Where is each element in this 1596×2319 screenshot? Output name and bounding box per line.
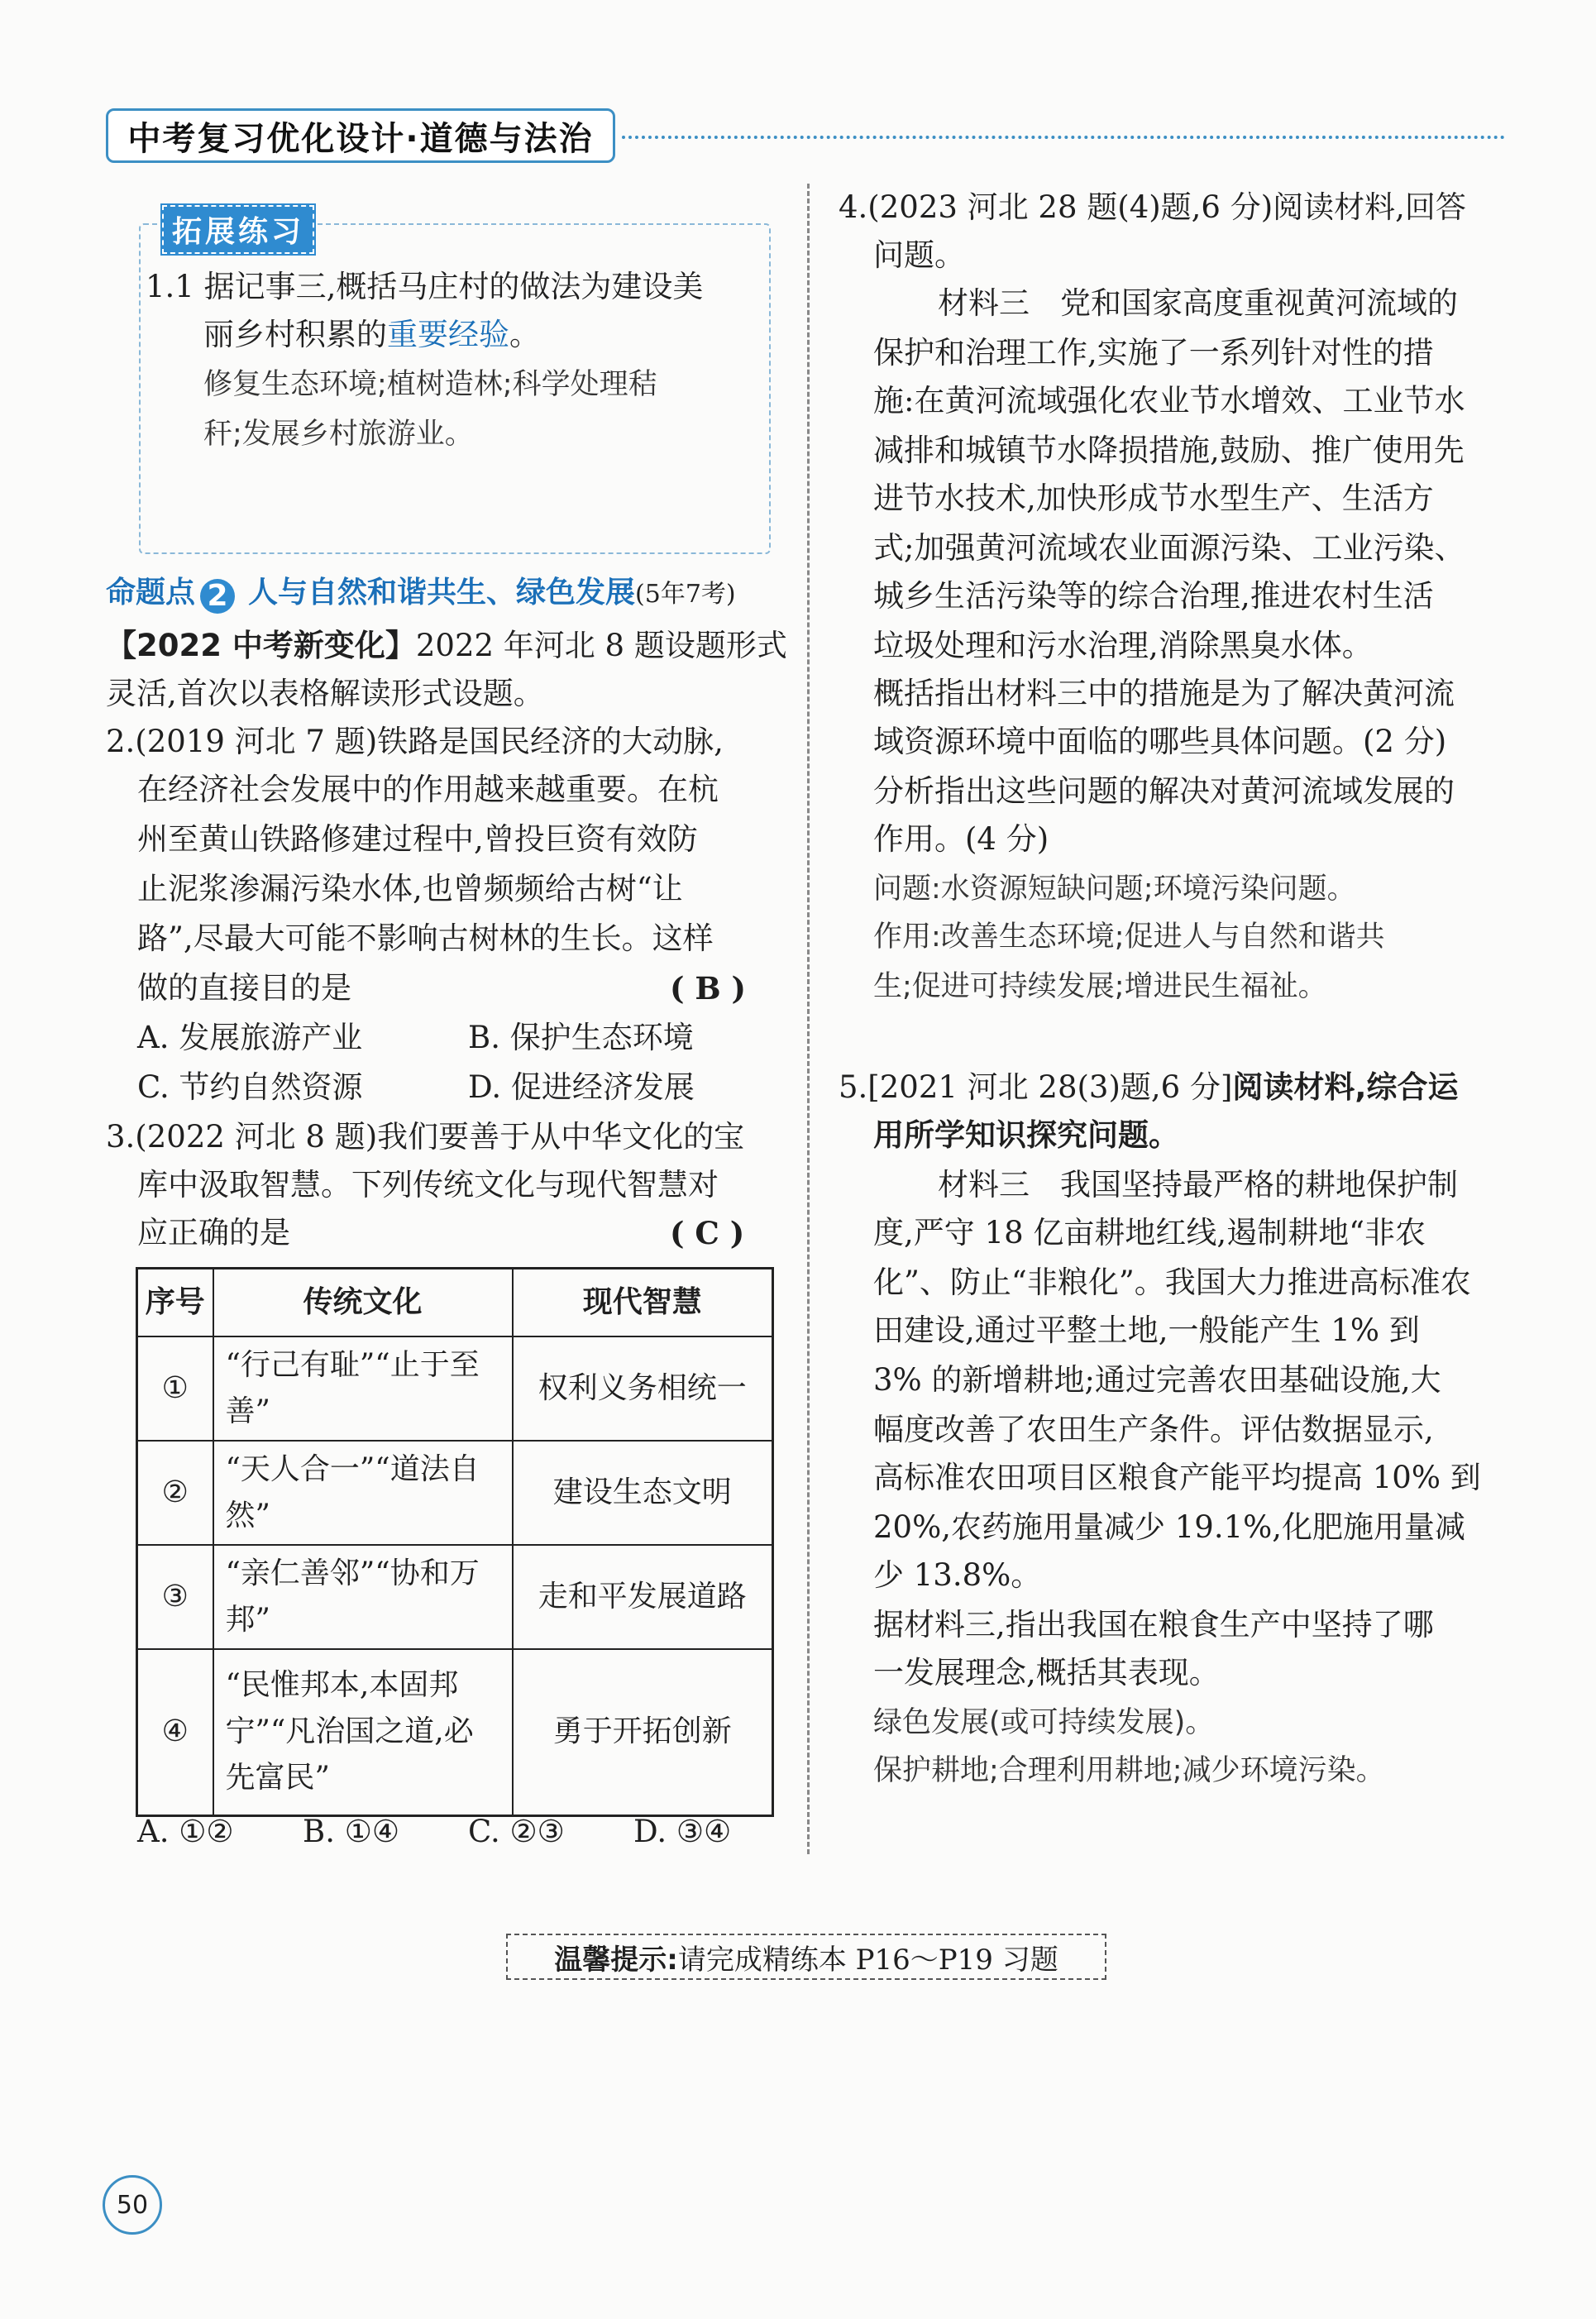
q3-option: B. ①④ bbox=[303, 1814, 400, 1849]
table-header-row bbox=[137, 1269, 773, 1336]
q2-line: 路”,尽最大可能不影响古树林的生长。这样 bbox=[137, 920, 714, 956]
practice-answer-line: 秆;发展乡村旅游业。 bbox=[203, 418, 474, 451]
change-note-tag: 【2022 中考新变化】 bbox=[106, 628, 416, 663]
q3-option: C. ②③ bbox=[468, 1814, 565, 1849]
table-cell-tradition: “行己有耻”“止于至善” bbox=[213, 1336, 513, 1441]
header-title-box bbox=[106, 108, 615, 163]
q2-line: 止泥浆渗漏污染水体,也曾频频给古树“让 bbox=[137, 871, 683, 906]
q5-line: 高标准农田项目区粮食产能平均提高 10% 到 bbox=[873, 1460, 1481, 1495]
q5-line bbox=[839, 1067, 1458, 1108]
q5-instruction: 用所学知识探究问题。 bbox=[873, 1117, 1179, 1153]
key-phrase: 重要经验 bbox=[387, 317, 509, 352]
q4-material-title: 材料三 党和国家高度重视黄河流域的 bbox=[938, 285, 1458, 321]
tip-box bbox=[506, 1934, 1106, 1980]
table-cell-tradition: “天人合一”“道法自然” bbox=[213, 1441, 513, 1545]
table-header-cell: 传统文化 bbox=[213, 1269, 513, 1336]
q3-option: D. ③④ bbox=[633, 1814, 732, 1849]
practice-question-text: 。 bbox=[509, 317, 540, 352]
q3-line: 3.(2022 河北 8 题)我们要善于从中华文化的宝 bbox=[106, 1119, 745, 1155]
q5-line: 幅度改善了农田生产条件。评估数据显示, bbox=[873, 1412, 1434, 1447]
table-cell-tradition: “民惟邦本,本固邦宁”“凡治国之道,必先富民” bbox=[213, 1649, 513, 1816]
tip-text: 请完成精练本 P16～P19 习题 bbox=[677, 1943, 1058, 1977]
q2-line: 做的直接目的是 bbox=[137, 970, 351, 1006]
change-note-line bbox=[106, 625, 787, 667]
q5-line: 一发展理念,概括其表现。 bbox=[873, 1655, 1220, 1690]
q4-line: 城乡生活污染等的综合治理,推进农村生活 bbox=[873, 578, 1434, 614]
table-cell-modern: 建设生态文明 bbox=[513, 1441, 773, 1545]
tradition-table bbox=[136, 1267, 774, 1817]
header-title: 中考复习优化设计·道德与法治 bbox=[127, 119, 594, 158]
q2-option: C. 节约自然资源 bbox=[137, 1069, 363, 1105]
q5-line: 度,严守 18 亿亩耕地红线,遏制耕地“非农 bbox=[873, 1215, 1426, 1250]
topic-number: 2 bbox=[200, 579, 235, 614]
q4-line: 分析指出这些问题的解决对黄河流域发展的 bbox=[873, 773, 1455, 809]
q4-line: 概括指出材料三中的措施是为了解决黄河流 bbox=[873, 676, 1455, 711]
table-row bbox=[137, 1441, 773, 1545]
table-cell-tradition: “亲仁善邻”“协和万邦” bbox=[213, 1545, 513, 1649]
table-cell-modern: 走和平发展道路 bbox=[513, 1545, 773, 1649]
q4-line: 减排和城镇节水降损措施,鼓励、推广使用先 bbox=[873, 433, 1465, 468]
table-cell-modern: 权利义务相统一 bbox=[513, 1336, 773, 1441]
practice-tag: 拓展练习 bbox=[162, 205, 314, 254]
q4-line: 式;加强黄河流域农业面源污染、工业污染、 bbox=[873, 530, 1465, 566]
q5-line: 据材料三,指出我国在粮食生产中坚持了哪 bbox=[873, 1607, 1434, 1642]
q5-material-title: 材料三 我国坚持最严格的耕地保护制 bbox=[938, 1167, 1458, 1203]
tip-label: 温馨提示: bbox=[554, 1943, 678, 1977]
topic-prefix: 命题点 bbox=[106, 576, 196, 610]
q4-line: 保护和治理工作,实施了一系列针对性的措 bbox=[873, 335, 1434, 371]
q5-line: 20%,农药施用量减少 19.1%,化肥施用量减 bbox=[873, 1509, 1466, 1545]
practice-question-line: 1.1 据记事三,概括马庄村的做法为建设美 bbox=[146, 269, 704, 304]
q2-line: 在经济社会发展中的作用越来越重要。在杭 bbox=[137, 772, 719, 807]
q5-line: 田建设,通过平整土地,一般能产生 1% 到 bbox=[873, 1313, 1420, 1348]
table-cell-index: ① bbox=[137, 1336, 213, 1441]
q4-line: 4.(2023 河北 28 题(4)题,6 分)阅读材料,回答 bbox=[839, 189, 1466, 225]
change-note-line: 灵活,首次以表格解读形式设题。 bbox=[106, 676, 544, 711]
q5-instruction: 阅读材料,综合运 bbox=[1232, 1069, 1459, 1105]
table-header-cell: 现代智慧 bbox=[513, 1269, 773, 1336]
table-cell-index: ③ bbox=[137, 1545, 213, 1649]
q4-line: 域资源环境中面临的哪些具体问题。(2 分) bbox=[873, 724, 1447, 759]
topic-count: (5年7考) bbox=[635, 580, 736, 609]
practice-question-text: 丽乡村积累的 bbox=[203, 317, 387, 352]
q2-line: 2.(2019 河北 7 题)铁路是国民经济的大动脉, bbox=[106, 724, 724, 759]
q3-line: 库中汲取智慧。下列传统文化与现代智慧对 bbox=[137, 1167, 719, 1203]
q3-option: A. ①② bbox=[137, 1814, 234, 1849]
q4-answer-line: 问题:水资源短缺问题;环境污染问题。 bbox=[873, 873, 1356, 906]
table-row bbox=[137, 1649, 773, 1816]
header-dotted-rule bbox=[622, 136, 1505, 139]
table-row bbox=[137, 1336, 773, 1441]
q5-line: 少 13.8%。 bbox=[873, 1557, 1042, 1593]
q4-line: 作用。(4 分) bbox=[873, 821, 1049, 857]
q4-answer-line: 生;促进可持续发展;增进民生福祉。 bbox=[873, 970, 1327, 1003]
q4-answer-line: 作用:改善生态环境;促进人与自然和谐共 bbox=[873, 920, 1385, 954]
table-header-cell: 序号 bbox=[137, 1269, 213, 1336]
q2-line: 州至黄山铁路修建过程中,曾投巨资有效防 bbox=[137, 821, 698, 857]
topic-title: 人与自然和谐共生、绿色发展 bbox=[248, 576, 636, 610]
practice-answer-line: 修复生态环境;植树造林;科学处理秸 bbox=[203, 368, 657, 401]
page-number: 50 bbox=[103, 2175, 162, 2235]
q2-option: D. 促进经济发展 bbox=[468, 1069, 695, 1105]
q4-line: 施:在黄河流域强化农业节水增效、工业节水 bbox=[873, 383, 1465, 418]
table-cell-modern: 勇于开拓创新 bbox=[513, 1649, 773, 1816]
column-divider bbox=[807, 184, 810, 1854]
q2-answer: ( B ) bbox=[670, 970, 747, 1006]
change-note-text: 2022 年河北 8 题设题形式 bbox=[415, 628, 787, 663]
q3-line: 应正确的是 bbox=[137, 1215, 290, 1250]
q5-line: 3% 的新增耕地;通过完善农田基础设施,大 bbox=[873, 1362, 1441, 1398]
q4-line: 进节水技术,加快形成节水型生产、生活方 bbox=[873, 481, 1434, 516]
q4-line: 问题。 bbox=[873, 237, 965, 273]
practice-question-line bbox=[203, 314, 540, 356]
q4-line: 垃圾处理和污水治理,消除黑臭水体。 bbox=[873, 628, 1373, 663]
q5-source: 5.[2021 河北 28(3)题,6 分] bbox=[839, 1069, 1233, 1105]
table-row bbox=[137, 1545, 773, 1649]
q5-answer-line: 绿色发展(或可持续发展)。 bbox=[873, 1706, 1215, 1739]
table-cell-index: ④ bbox=[137, 1649, 213, 1816]
topic-heading bbox=[106, 572, 736, 615]
q5-answer-line: 保护耕地;合理利用耕地;减少环境污染。 bbox=[873, 1754, 1385, 1787]
q5-line: 化”、防止“非粮化”。我国大力推进高标准农 bbox=[873, 1265, 1471, 1300]
q2-option: A. 发展旅游产业 bbox=[137, 1020, 363, 1055]
q2-option: B. 保护生态环境 bbox=[468, 1020, 694, 1055]
table-cell-index: ② bbox=[137, 1441, 213, 1545]
q3-answer: ( C ) bbox=[670, 1215, 745, 1251]
